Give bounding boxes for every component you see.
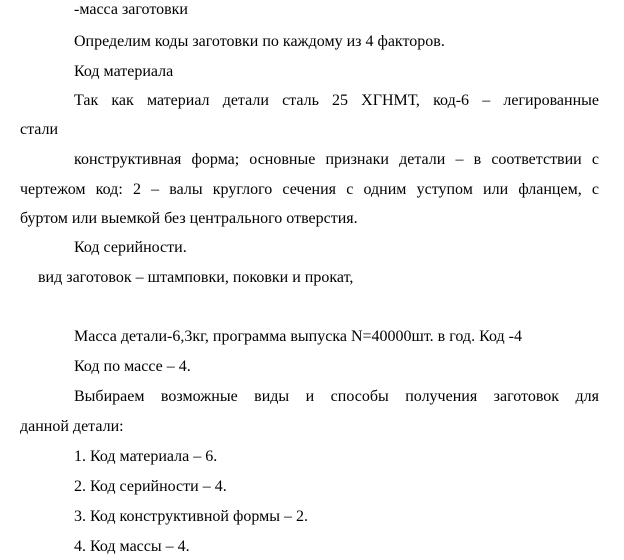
list-item: 2. Код серийности – 4. [74,478,227,495]
text-line: конструктивная форма; основные признаки детали – в соответствии с [74,151,599,168]
text-line: данной детали: [20,418,124,435]
list-item: 3. Код конструктивной формы – 2. [74,508,308,525]
text-line: чертежом код: 2 – валы круглого сечения с одним уступом или фланцем, с [20,181,599,198]
text-line: стали [20,121,59,138]
text-line: Выбираем возможные виды и способы получения заготовок для [74,388,599,405]
text-line: Так как материал детали сталь 25 ХГНМТ, код-6 – легированные [74,92,599,109]
text-line: буртом или выемкой без центрального отверстия. [20,210,358,227]
text-line: Масса детали-6,3кг, программа выпуска N=40000шт. в год. Код -4 [74,328,522,345]
text-line: Код по массе – 4. [74,358,191,375]
text-line: вид заготовок – штамповки, поковки и прокат, [38,269,354,286]
section-heading: Код серийности. [74,239,187,256]
list-item: 1. Код материала – 6. [74,448,218,465]
section-heading: Код материала [74,63,174,80]
text-line: -масса заготовки [74,1,188,18]
text-line: Определим коды заготовки по каждому из 4 факторов. [74,33,445,50]
list-item: 4. Код массы – 4. [74,538,190,555]
